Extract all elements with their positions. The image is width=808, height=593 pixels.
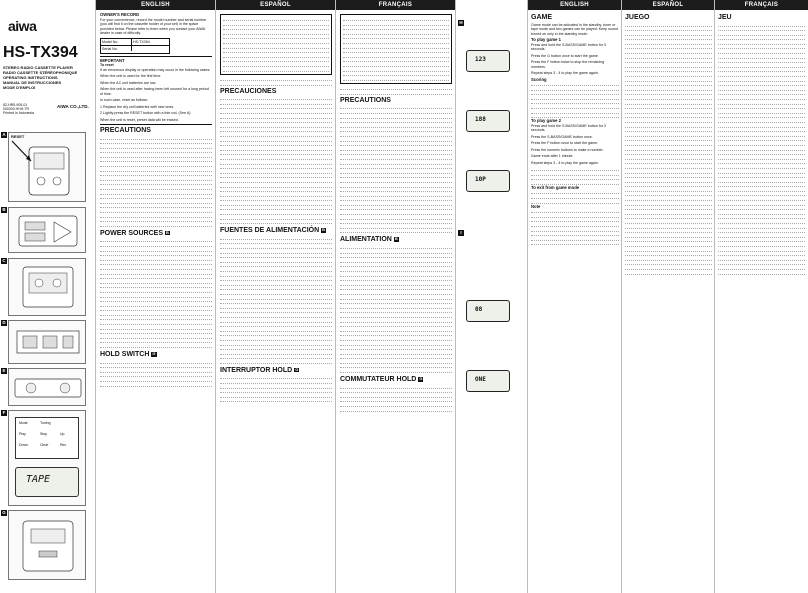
reset-label: RESET: [11, 134, 25, 139]
illustration-earphones: [8, 320, 86, 364]
power-sources-title: [100, 231, 212, 237]
brand-logo: aiwa: [8, 18, 37, 34]
lcd-digits-1: 123: [475, 56, 486, 63]
important-line: When the unit is used after having been left unused for a long period of time.: [100, 87, 209, 96]
fuentes-title: [220, 228, 332, 234]
important-box-fr: [340, 14, 452, 84]
rec-label: Rec: [60, 443, 67, 447]
game2-step: Press the F button once to start the game.: [531, 141, 599, 146]
document-number: [3, 103, 34, 115]
important-line: If an erroneous display or operation may occur in the following cases:: [100, 67, 211, 72]
interruptor-text: INTERRUPTOR HOLD: [220, 366, 293, 374]
game-francais-column: [718, 12, 805, 275]
figure-tab-c: C: [2, 258, 6, 263]
model-sub-line: STEREO RADIO CASSETTE PLAYER: [3, 65, 73, 70]
owners-record-title: OWNER'S RECORD: [100, 12, 140, 17]
exit-game-title: To exit from game mode: [531, 184, 580, 190]
important-title: IMPORTANT: [100, 57, 125, 63]
fuentes-text: FUENTES DE ALIMENTACIÓN: [220, 227, 320, 235]
earphone-drawing: [9, 321, 87, 365]
illustration-connection: [8, 368, 86, 406]
lcd-display-4: [466, 300, 510, 322]
company-name: AIWA CO.,LTD.: [57, 104, 89, 109]
game2-step: Press the S-BASS/GAME button once.: [531, 134, 593, 139]
game2-step: Game ends after 1 minute.: [531, 154, 574, 159]
figure-tab-e: E: [2, 368, 6, 373]
cassette-drawing: [9, 259, 87, 317]
doc-number-line: Printed in Indonesia: [3, 111, 34, 115]
owners-record-text: For your convenience, record the model number and serial number (you will find it on the cassette holder of your set) in the space provided below. Please refer to them when you contact your AIWA dealer in case of difficulty.: [100, 17, 207, 35]
play-game-1-title: To play game 1: [531, 37, 561, 42]
button-panel: [15, 417, 79, 459]
important-line: In such case, reset as follows:: [100, 98, 148, 102]
lcd-digits-4: 08: [475, 306, 483, 313]
francais-page: [336, 0, 456, 593]
hold-switch-title: [100, 352, 212, 358]
down-label: Down: [19, 443, 28, 447]
play-game-2-title: To play game 2: [531, 118, 561, 124]
figure-tab-h: H: [459, 20, 463, 25]
important-line: 1 Replace the dry cell batteries with new ones.: [100, 104, 175, 109]
hold-drawing: [9, 511, 87, 581]
game2-step: Repeat steps 3 - 4 to play the game again.: [531, 160, 599, 165]
game1-step: Press and hold the S-BASS/GAME button for 3 seconds.: [531, 42, 606, 51]
game-espanol-header: ESPAÑOL: [622, 0, 714, 10]
model-subtitle: [3, 65, 77, 90]
english-header: ENGLISH: [96, 0, 215, 10]
francais-header: FRANÇAIS: [336, 0, 455, 10]
illustration-reset: [8, 132, 86, 202]
hold-switch-tag: G: [152, 351, 156, 357]
commutateur-text: COMMUTATEUR HOLD: [340, 376, 417, 384]
figure-tab-a: A: [2, 132, 6, 137]
game1-step: Press the F button twice to stop the remaining numbers.: [531, 60, 605, 69]
lcd-digits-5: ONE: [475, 376, 486, 383]
lcd-digits-3: 10P: [475, 176, 486, 183]
model-no-label: Model No.: [102, 39, 119, 44]
illustration-battery: [8, 207, 86, 253]
alimentation-tag: B: [394, 236, 398, 242]
game-francais-page: [715, 0, 808, 593]
alimentation-title: [340, 237, 452, 243]
game-intro: Game mode can be activated in the standby, tuner or tape mode and two games can be played. Keep sound turned on only in the standby mode.: [531, 22, 618, 36]
lcd-display-2: [466, 110, 510, 132]
record-table: [100, 38, 170, 54]
francais-column: [340, 12, 452, 412]
lcd-tape-text: TAPE: [26, 474, 51, 485]
connection-drawing: [9, 369, 87, 407]
english-page: [96, 0, 216, 593]
power-sources-tag: B: [166, 229, 169, 235]
important-box-es: [220, 14, 332, 75]
important-line: When the unit is reset, preset data will be erased.: [100, 117, 179, 122]
lcd-tape-display: [15, 467, 79, 497]
fuentes-tag: B: [322, 227, 326, 233]
precautions-title: PRECAUTIONS: [100, 127, 151, 134]
figure-tab-b: B: [2, 207, 6, 212]
lcd-digits-2: 188: [475, 116, 486, 123]
lcd-display-1: [466, 50, 510, 72]
game1-step: Press the G button once to start the game.: [531, 53, 599, 58]
game-francais-header: FRANÇAIS: [715, 0, 808, 10]
precauciones-title: PRECAUCIONES: [220, 87, 277, 95]
game-title: GAME: [531, 14, 552, 21]
play-label: Play: [19, 432, 26, 436]
model-sub-line: OPERATING INSTRUCTIONS: [3, 75, 58, 80]
doc-number-line: 8Z-HR5-905-01: [3, 103, 28, 107]
model-sub-line: MODE D'EMPLOI: [3, 85, 36, 90]
device-drawing: [9, 133, 87, 203]
juego-title: JUEGO: [625, 14, 650, 21]
power-sources-text: POWER SOURCES: [100, 229, 164, 237]
espanol-header: ESPAÑOL: [216, 0, 335, 10]
lcd-display-3: [466, 170, 510, 192]
scoring-title: Scoring: [531, 76, 547, 82]
notes-title: Note: [531, 203, 541, 209]
figure-tab-i: I: [458, 230, 464, 236]
game1-step: Repeat steps 3 - 4 to play the game again.: [531, 71, 599, 75]
espanol-column: [220, 12, 332, 403]
game-english-header: ENGLISH: [528, 0, 621, 10]
game-illustration-page: [456, 0, 528, 593]
cover-page: [0, 0, 96, 593]
tuning-label: Tuning: [40, 421, 51, 425]
lcd-display-5: [466, 370, 510, 392]
jeu-title: JEU: [718, 14, 732, 21]
interruptor-tag: G: [295, 366, 299, 372]
precautions-fr-title: PRECAUTIONS: [340, 96, 391, 104]
game-english-column: [531, 12, 619, 246]
to-reset-title: To reset: [100, 63, 114, 67]
illustration-cassette: [8, 258, 86, 316]
game-espanol-column: [625, 12, 712, 275]
important-line: When the unit is used for the first time.: [100, 74, 162, 78]
model-title: HS-TX394: [3, 44, 78, 61]
figure-tab-g: G: [2, 510, 6, 515]
doc-number-line: 000000 HHH-TR: [3, 107, 30, 111]
important-line: 2 Lightly press the RESET button with a thin rod. (See A): [100, 111, 191, 115]
hold-switch-text: HOLD SWITCH: [100, 351, 150, 359]
up-label: Up: [60, 432, 65, 436]
game-espanol-page: [622, 0, 715, 593]
commutateur-title: [340, 377, 452, 383]
model-sub-line: RADIO CASSETTE STÉRÉOPHONIQUE: [3, 70, 78, 75]
important-line: When the AC unit batteries are low.: [100, 80, 157, 85]
model-sub-line: MANUAL DE INSTRUCCIONES: [3, 80, 62, 85]
figure-tab-d: D: [2, 320, 6, 325]
english-column: [100, 12, 212, 387]
alimentation-text: ALIMENTATION: [340, 236, 392, 244]
interruptor-title: [220, 368, 332, 374]
game2-step: Press the numeric buttons to make a number.: [531, 147, 604, 152]
battery-drawing: [9, 208, 87, 254]
commutateur-tag: G: [419, 376, 423, 382]
espanol-page: [216, 0, 336, 593]
stop-label: Stop: [40, 432, 48, 436]
illustration-hold: [8, 510, 86, 580]
model-no-value: HS-TX394: [133, 39, 150, 44]
figure-tab-f: F: [2, 410, 6, 415]
clear-label: Clear: [40, 443, 49, 447]
game2-step: Press and hold the S-BASS/GAME button for 3 seconds.: [531, 123, 606, 133]
illustration-control-panel: [8, 410, 86, 506]
game-english-page: [528, 0, 622, 593]
mode-label: Mode: [19, 421, 28, 425]
serial-no-label: Serial No.: [102, 47, 118, 51]
